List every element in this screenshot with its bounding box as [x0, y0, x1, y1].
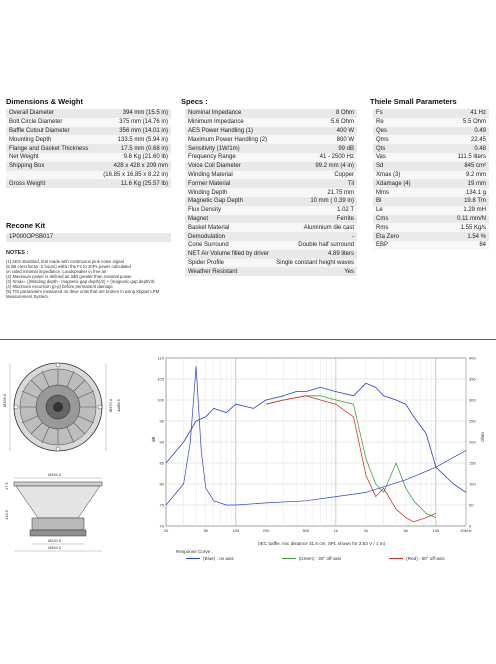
ts-param-value: 1.54 % — [435, 232, 489, 241]
ts-param-label: Rms — [373, 223, 435, 232]
ts-param-row — [373, 179, 489, 188]
spec-row — [185, 197, 357, 206]
spec-value: Aluminium die cast — [273, 223, 357, 232]
spec-label: Maximum Power Handling (2) — [185, 135, 273, 144]
ts-param-label: Bl — [373, 197, 435, 206]
spec-value: 5.6 Ohm — [273, 118, 357, 127]
spec-row — [185, 144, 357, 153]
note-line: (3) Xmax= ((Winding depth - magnetic gap depth)/2) + (magnetic gap depth/3) — [6, 279, 155, 284]
spec-label: NET Air Volume filled by driver — [185, 250, 273, 259]
y-right-tick-label: 250 — [469, 418, 476, 424]
recone-kit-value: 1P000OPSB017 — [6, 233, 171, 242]
dimension-row — [6, 135, 171, 144]
ts-title: Thiele Small Parameters — [370, 97, 457, 106]
ts-param-value: 41 Hz — [435, 109, 489, 118]
spec-row — [185, 241, 357, 250]
legend-title: Response Curve : — [176, 549, 213, 554]
y-right-axis-label: Ohm — [480, 432, 485, 442]
ts-param-row — [373, 127, 489, 136]
ts-param-label: Le — [373, 206, 435, 215]
x-tick-label: 1k — [333, 528, 339, 533]
spec-row — [185, 206, 357, 215]
y-left-tick-label: 70 — [159, 523, 164, 529]
ts-param-value: 22.45 — [435, 135, 489, 144]
spec-label: Flux Density — [185, 206, 273, 215]
spec-row — [185, 153, 357, 162]
spec-value: 400 W — [273, 127, 357, 136]
ts-param-label: Xdamage (4) — [373, 179, 435, 188]
spec-value: 8 Ohm — [273, 109, 357, 118]
spec-row — [185, 250, 357, 259]
recone-kit-table — [6, 233, 171, 242]
ts-param-value: 19.8 Tm — [435, 197, 489, 206]
dimension-label: Shipping Box — [6, 162, 96, 171]
x-tick-label: 20 — [163, 528, 169, 533]
ts-param-value: 0.48 — [435, 144, 489, 153]
spec-label: Spider Profile — [185, 259, 273, 268]
ts-param-row — [373, 241, 489, 250]
x-tick-label: 50 — [203, 528, 209, 533]
ts-param-value: 1.29 mH — [435, 206, 489, 215]
y-right-tick-label: 300 — [469, 397, 476, 403]
spec-label: Basket Material — [185, 223, 273, 232]
notes-title: NOTES : — [6, 250, 29, 256]
x-tick-label: 500 — [302, 528, 310, 533]
ts-param-label: Sd — [373, 162, 435, 171]
dimension-label — [6, 171, 96, 180]
dimensions-table — [6, 109, 171, 188]
dim-label-bolts: 4xØ8.5 — [116, 399, 121, 412]
note-line: (2) Maximum power is defined as 3dB greater than nominal power. — [6, 274, 133, 279]
spec-row — [185, 223, 357, 232]
spec-label: Winding Depth — [185, 188, 273, 197]
spec-value: 99 dB — [273, 144, 357, 153]
legend — [186, 556, 445, 561]
note-line: (5) T/S parameters measured on drive units that are broken in using Klippel LPM — [6, 289, 160, 294]
y-right-tick-label: 200 — [469, 439, 476, 445]
svg-text:Ø354.0: Ø354.0 — [48, 545, 62, 550]
dimension-value: 394 mm (15.5 in) — [96, 109, 171, 118]
spec-value: 21.75 mm — [273, 188, 357, 197]
spec-row — [185, 135, 357, 144]
ts-param-row — [373, 109, 489, 118]
note-line: (6 dB crest factor, 2 hours) within the Fs to 10Fs power calculated — [6, 264, 131, 269]
note-line: on rated minimal impedance. Loudspeaker in free air — [6, 269, 107, 274]
spec-label: Sensitivity (1W/1m) — [185, 144, 273, 153]
y-right-tick-label: 400 — [469, 355, 476, 361]
y-left-tick-label: 75 — [159, 502, 164, 508]
ts-param-value: 19 mm — [435, 179, 489, 188]
chart-svg — [150, 352, 490, 582]
ts-param-label: Fs — [373, 109, 435, 118]
spec-label: AES Power Handling (1) — [185, 127, 273, 136]
spec-row — [185, 162, 357, 171]
y-right-tick-label: 0 — [469, 523, 472, 529]
dimension-row — [6, 153, 171, 162]
dimension-label: Baffle Cutout Diameter — [6, 127, 96, 136]
dimension-label: Net Weight — [6, 153, 96, 162]
dimension-value: 428 x 428 x 209 mm — [96, 162, 171, 171]
spec-label: Cone Surround — [185, 241, 273, 250]
ts-param-value: 84 — [435, 241, 489, 250]
y-left-tick-label: 100 — [157, 397, 164, 403]
ts-param-label: Xmax (3) — [373, 171, 435, 180]
y-right-tick-label: 350 — [469, 376, 476, 382]
ts-param-value: 111.5 liters — [435, 153, 489, 162]
dimension-row — [6, 162, 171, 171]
svg-text:17.5: 17.5 — [4, 482, 9, 490]
ts-param-row — [373, 118, 489, 127]
svg-text:Ø220.0: Ø220.0 — [48, 538, 62, 543]
spec-value: Double half surround — [273, 241, 357, 250]
spec-label: Demodulation — [185, 232, 273, 241]
x-tick-label: 10k — [432, 528, 440, 533]
spec-row — [185, 118, 357, 127]
ts-param-value: 5.5 Ohm — [435, 118, 489, 127]
legend-label-blue: (Blue) : on axis — [203, 556, 234, 561]
spec-value: Copper — [273, 171, 357, 180]
y-left-tick-label: 80 — [159, 481, 164, 487]
spec-value: 41 - 2500 Hz — [273, 153, 357, 162]
ts-param-value: 0.49 — [435, 127, 489, 136]
notes-block — [6, 259, 176, 299]
spec-row — [185, 259, 357, 268]
dim-label-375: Ø375.0 — [108, 398, 113, 412]
dimension-row — [6, 179, 171, 188]
spec-label: Magnet — [185, 215, 273, 224]
spec-value: Yes — [273, 267, 357, 276]
chart-caption: (IEC baffle, mic distance 31.6 cm, SPL shown for 2.83 V / 1 m) — [258, 541, 386, 546]
speaker-front-view — [14, 363, 102, 451]
ts-param-value: 134.1 g — [435, 188, 489, 197]
dimension-row — [6, 144, 171, 153]
ts-param-label: Eta Zero — [373, 232, 435, 241]
dimension-value: 356 mm (14.01 in) — [96, 127, 171, 136]
spec-label: Magnetic Gap Depth — [185, 197, 273, 206]
ts-param-row — [373, 188, 489, 197]
spec-value: 10 mm ( 0.39 in) — [273, 197, 357, 206]
legend-item-red — [389, 556, 444, 561]
ts-param-label: Cms — [373, 215, 435, 224]
dimension-row — [6, 127, 171, 136]
spec-label: Weather Resistant — [185, 267, 273, 276]
ts-param-value: 9.2 mm — [435, 171, 489, 180]
y-left-tick-label: 105 — [157, 376, 164, 382]
y-right-tick-label: 100 — [469, 481, 476, 487]
spec-label: Nominal Impedance — [185, 109, 273, 118]
dimension-value: 9.8 Kg (21.60 lb) — [96, 153, 171, 162]
recone-kit-title: Recone Kit — [6, 221, 46, 230]
ts-param-row — [373, 197, 489, 206]
dimension-label: Mounting Depth — [6, 135, 96, 144]
ts-param-row — [373, 153, 489, 162]
y-left-axis-label: dB — [151, 436, 156, 442]
y-left-tick-label: 90 — [159, 439, 164, 445]
spec-label: Frequency Range — [185, 153, 273, 162]
speaker-drawing — [2, 350, 148, 590]
svg-text:133.5: 133.5 — [4, 509, 9, 520]
specs-table — [185, 109, 357, 276]
specs-title: Specs : — [181, 97, 208, 106]
ts-param-label: Qes — [373, 127, 435, 136]
spec-value: Ferrite — [273, 215, 357, 224]
spec-value: 1.02 T — [273, 206, 357, 215]
ts-param-label: Re — [373, 118, 435, 127]
note-line: (1) AES standard, test made with continuous pink noise signal — [6, 259, 124, 264]
ts-param-label: Qms — [373, 135, 435, 144]
dimension-value: 375 mm (14.76 in) — [96, 118, 171, 127]
spec-row — [185, 188, 357, 197]
ts-param-label: Vas — [373, 153, 435, 162]
ts-param-label: EBP — [373, 241, 435, 250]
spec-label: Former Material — [185, 179, 273, 188]
ts-param-row — [373, 162, 489, 171]
spec-row — [185, 267, 357, 276]
ts-param-row — [373, 144, 489, 153]
dimension-value: (16.85 x 16.85 x 8.22 in) — [96, 171, 171, 180]
ts-param-row — [373, 232, 489, 241]
ts-param-row — [373, 223, 489, 232]
y-left-tick-label: 95 — [159, 418, 164, 424]
y-right-tick-label: 50 — [469, 502, 474, 508]
section-divider — [0, 339, 496, 340]
dimension-row — [6, 171, 171, 180]
y-left-tick-label: 85 — [159, 460, 164, 466]
x-tick-label: 20kHz — [460, 528, 472, 533]
spec-value: - — [273, 232, 357, 241]
spec-label: Voice Coil Diameter — [185, 162, 273, 171]
legend-label-red: (Red) : 60° off-axis — [406, 556, 445, 561]
dimension-value: 17.5 mm (0.68 in) — [96, 144, 171, 153]
dimension-row — [6, 118, 171, 127]
spec-value: Single constant height waves — [273, 259, 357, 268]
x-tick-label: 200 — [262, 528, 270, 533]
x-tick-label: 5k — [403, 528, 408, 533]
dimension-label: Flange and Gasket Thickness — [6, 144, 96, 153]
spec-value: 4.89 liters — [273, 250, 357, 259]
ts-param-row — [373, 171, 489, 180]
spec-row — [185, 171, 357, 180]
dim-label-356: Ø356.0 — [2, 393, 7, 407]
dimension-value: 133.5 mm (5.94 in) — [96, 135, 171, 144]
note-line: Measurement System. — [6, 294, 49, 299]
spec-row — [185, 179, 357, 188]
spec-value: Til — [273, 179, 357, 188]
spec-label: Winding Material — [185, 171, 273, 180]
dimension-label: Overall Diameter — [6, 109, 96, 118]
legend-swatch-blue — [186, 558, 200, 559]
ts-param-value: 845 cm² — [435, 162, 489, 171]
ts-param-row — [373, 135, 489, 144]
legend-item-green — [282, 556, 342, 561]
frequency-response-chart — [150, 352, 490, 582]
ts-table — [373, 109, 489, 250]
spec-row — [185, 127, 357, 136]
spec-value: 800 W — [273, 135, 357, 144]
speaker-side-view — [4, 472, 102, 551]
spec-label: Minimum Impedance — [185, 118, 273, 127]
dimension-row — [6, 109, 171, 118]
legend-swatch-green — [282, 558, 296, 559]
dimensions-title: Dimensions & Weight — [6, 97, 83, 106]
spec-row — [185, 232, 357, 241]
svg-text:Ø394.0: Ø394.0 — [48, 472, 62, 477]
spec-row — [185, 109, 357, 118]
spec-value: 99.2 mm (4 in) — [273, 162, 357, 171]
spec-row — [185, 215, 357, 224]
ts-param-label: Mms — [373, 188, 435, 197]
ts-param-value: 1.55 Kg/s — [435, 223, 489, 232]
dimension-value: 11.6 Kg (25.57 lb) — [96, 179, 171, 188]
x-tick-label: 100 — [232, 528, 240, 533]
legend-label-green: (Green) : 30° off-axis — [298, 556, 342, 561]
ts-param-label: Qts — [373, 144, 435, 153]
dimension-label: Bolt Circle Diameter — [6, 118, 96, 127]
ts-param-value: 0.11 mm/N — [435, 215, 489, 224]
note-line: (4) Maximum excursion (p-p) before permanent damage — [6, 284, 113, 289]
ts-param-row — [373, 206, 489, 215]
ts-param-row — [373, 215, 489, 224]
y-right-tick-label: 150 — [469, 460, 476, 466]
legend-swatch-red — [389, 558, 403, 559]
x-tick-label: 2k — [363, 528, 369, 533]
legend-item-blue — [186, 556, 234, 561]
y-left-tick-label: 110 — [157, 355, 164, 361]
dimension-label: Gross Weight — [6, 179, 96, 188]
